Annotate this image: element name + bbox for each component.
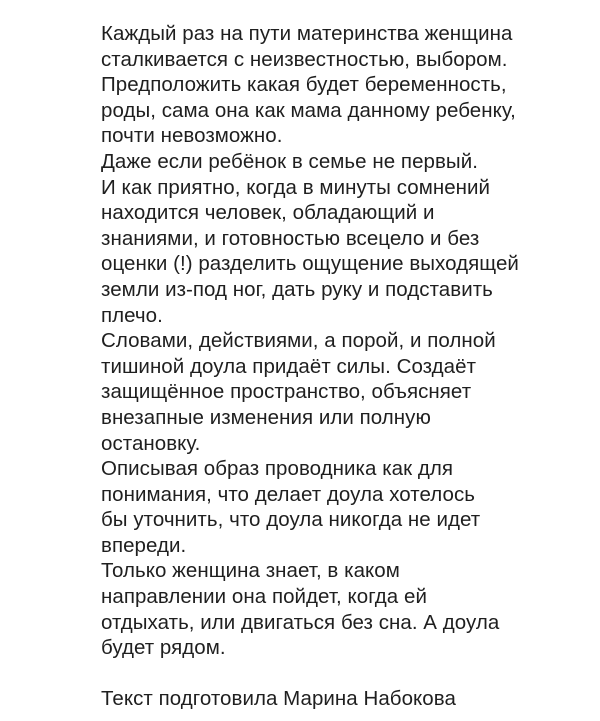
text-line: Словами, действиями, а порой, и полной	[101, 329, 496, 353]
post-text	[101, 21, 581, 712]
text-line: Предположить какая будет беременность,	[101, 73, 507, 97]
text-line: Только женщина знает, в каком	[101, 559, 400, 583]
author-signature: Текст подготовила Марина Набокова	[101, 687, 456, 711]
text-line: понимания, что делает доула хотелось	[101, 482, 475, 506]
text-line: остановку.	[101, 431, 201, 455]
text-line: отдыхать, или двигаться без сна. А доула	[101, 610, 500, 634]
text-line: Даже если ребёнок в семье не первый.	[101, 149, 478, 173]
text-line: земли из-под ног, дать руку и подставить	[101, 277, 493, 301]
text-line: знаниями, и готовностью всецело и без	[101, 226, 480, 250]
text-line: Каждый раз на пути материнства женщина	[101, 22, 513, 45]
text-line: находится человек, обладающий и	[101, 201, 435, 225]
text-line: направлении она пойдет, когда ей	[101, 585, 427, 609]
text-line: Описывая образ проводника как для	[101, 457, 454, 481]
text-line: тишиной доула придаёт силы. Создаёт	[101, 354, 477, 378]
paragraph-gap	[101, 661, 581, 687]
text-line: бы уточнить, что доула никогда не идет	[101, 508, 481, 532]
text-line: И как приятно, когда в минуты сомнений	[101, 175, 491, 199]
text-line: будет рядом.	[101, 636, 226, 660]
text-line: оценки (!) разделить ощущение выходящей	[101, 252, 519, 276]
text-line: плечо.	[101, 303, 163, 327]
text-line: впереди.	[101, 533, 187, 557]
text-line: роды, сама она как мама данному ребенку,	[101, 98, 516, 122]
text-line: почти невозможно.	[101, 124, 283, 148]
text-line: сталкивается с неизвестностью, выбором.	[101, 47, 508, 71]
text-line: защищённое пространство, объясняет	[101, 380, 472, 404]
text-line: внезапные изменения или полную	[101, 405, 431, 429]
